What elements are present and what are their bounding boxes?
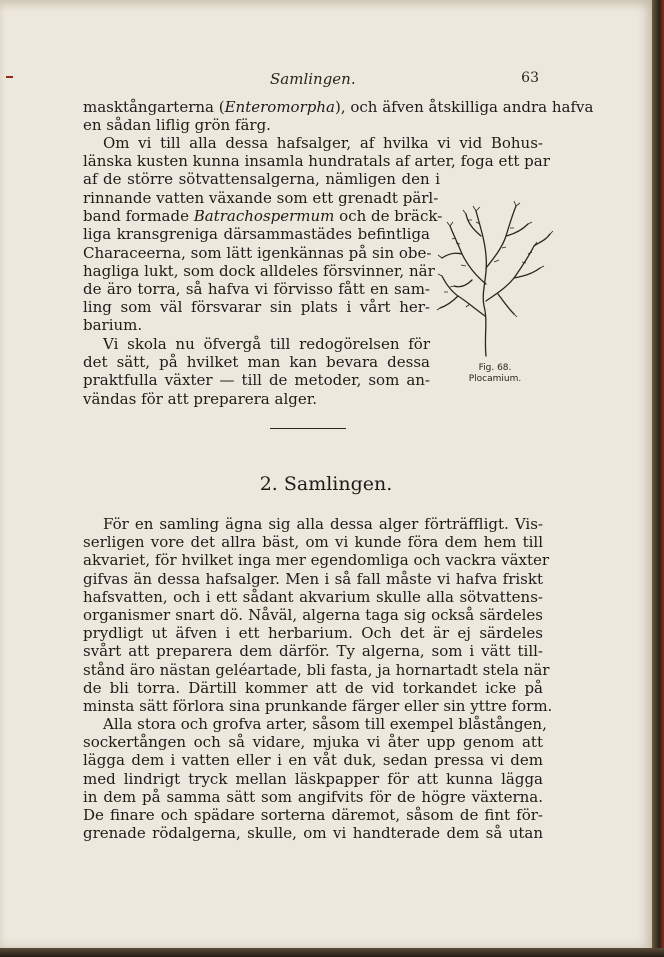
text-line: stånd äro nästan geléartade, bli fasta, ja hornartadt stela när	[83, 660, 550, 679]
text-line: minsta sätt förlora sina prunkande färger eller sin yttre form.	[83, 696, 553, 715]
text-line: gifvas än dessa hafsalger. Men i så fall måste vi hafva friskt	[83, 569, 543, 588]
text-line: in dem på samma sätt som angifvits för de högre växterna.	[83, 787, 543, 806]
figure-name: Plocamium.	[468, 374, 522, 384]
text-line: Vi skola nu öfvergå till redogörelsen för	[103, 335, 430, 353]
text-line: grenade rödalgerna, skulle, om vi handterade dem så utan	[83, 824, 543, 843]
text-line: prydligt ut äfven i ett herbarium. Och det är ej särdeles	[83, 624, 543, 643]
paragraph-2-narrow	[83, 189, 443, 335]
text-line: organismer snart dö. Nåväl, algerna taga sig också särdeles	[83, 605, 543, 624]
text-line: För en samling ägna sig alla dessa alger förträffligt. Vis-	[103, 515, 543, 533]
text-line: rinnande vatten växande som ett grenadt pärl-	[83, 189, 439, 207]
text-line: länska kusten kunna insamla hundratals af arter, foga ett par	[83, 152, 550, 171]
paragraph-3	[83, 335, 430, 408]
text-line: sockertången och så vidare, mjuka vi åter upp genom att	[83, 733, 543, 752]
text-line: liga kransgreniga därsammastädes befintliga	[83, 225, 430, 244]
text-line: de bli torra. Därtill kommer att de vid torkandet icke på	[83, 678, 543, 697]
paragraph-1	[83, 98, 594, 135]
paragraph-5	[83, 715, 547, 843]
text-line: svårt att preparera dem därför. Ty algerna, som i vätt till-	[83, 642, 543, 661]
text-line: De finare och spädare sorterna däremot, såsom de fint för-	[83, 805, 543, 824]
text-line: hagliga lukt, som dock alldeles försvinner, när	[83, 261, 435, 280]
text-line: af de större sötvattensalgerna, nämligen den i	[83, 170, 440, 189]
text-line: akvariet, för hvilket inga mer egendomliga och vackra växter	[83, 551, 550, 570]
text-line: band formade Batrachospermum och de bräck-	[83, 207, 443, 226]
running-title: Samlingen.	[270, 70, 356, 88]
paragraph-4	[83, 515, 553, 715]
text-line: barium.	[83, 316, 143, 335]
text-line: serligen vore det allra bäst, om vi kunde föra dem hem till	[83, 533, 543, 552]
text-line: Alla stora och grofva arter, såsom till exempel blåstången,	[103, 715, 547, 733]
text-line: lägga dem i vatten eller i en våt duk, sedan pressa vi dem	[83, 751, 543, 770]
book-bottom-edge	[0, 948, 664, 957]
page-number: 63	[521, 70, 539, 86]
text-line: praktfulla växter — till de metoder, som an-	[83, 371, 430, 390]
text-line: vändas för att preparera alger.	[83, 389, 318, 408]
text-line: med lindrigt tryck mellan läskpapper för att kunna lägga	[83, 769, 543, 788]
text-line: hafsvatten, och i ett sådant akvarium skulle alla sötvattens-	[83, 587, 543, 606]
page-header	[0, 70, 652, 90]
text-line: ling som väl försvarar sin plats i vårt her-	[83, 298, 430, 317]
text-line: Om vi till alla dessa hafsalger, af hvilka vi vid Bohus-	[103, 134, 543, 152]
book-spine-edge	[652, 0, 664, 957]
plocamium-illustration	[436, 196, 554, 361]
figure-caption	[440, 363, 550, 385]
figure-label: Fig. 68.	[478, 363, 512, 373]
text-line: Characeerna, som lätt igenkännas på sin obe-	[83, 243, 432, 262]
text-line: de äro torra, så hafva vi förvisso fått en sam-	[83, 279, 430, 298]
text-line: masktångarterna (Enteromorpha), och äfven åtskilliga andra hafva	[83, 98, 594, 116]
text-line: det sätt, på hvilket man kan bevara dessa	[83, 353, 430, 372]
section-divider	[270, 428, 346, 429]
section-heading: 2. Samlingen.	[259, 473, 393, 495]
paragraph-2	[83, 134, 550, 189]
text-line: en sådan liflig grön färg.	[83, 116, 271, 135]
